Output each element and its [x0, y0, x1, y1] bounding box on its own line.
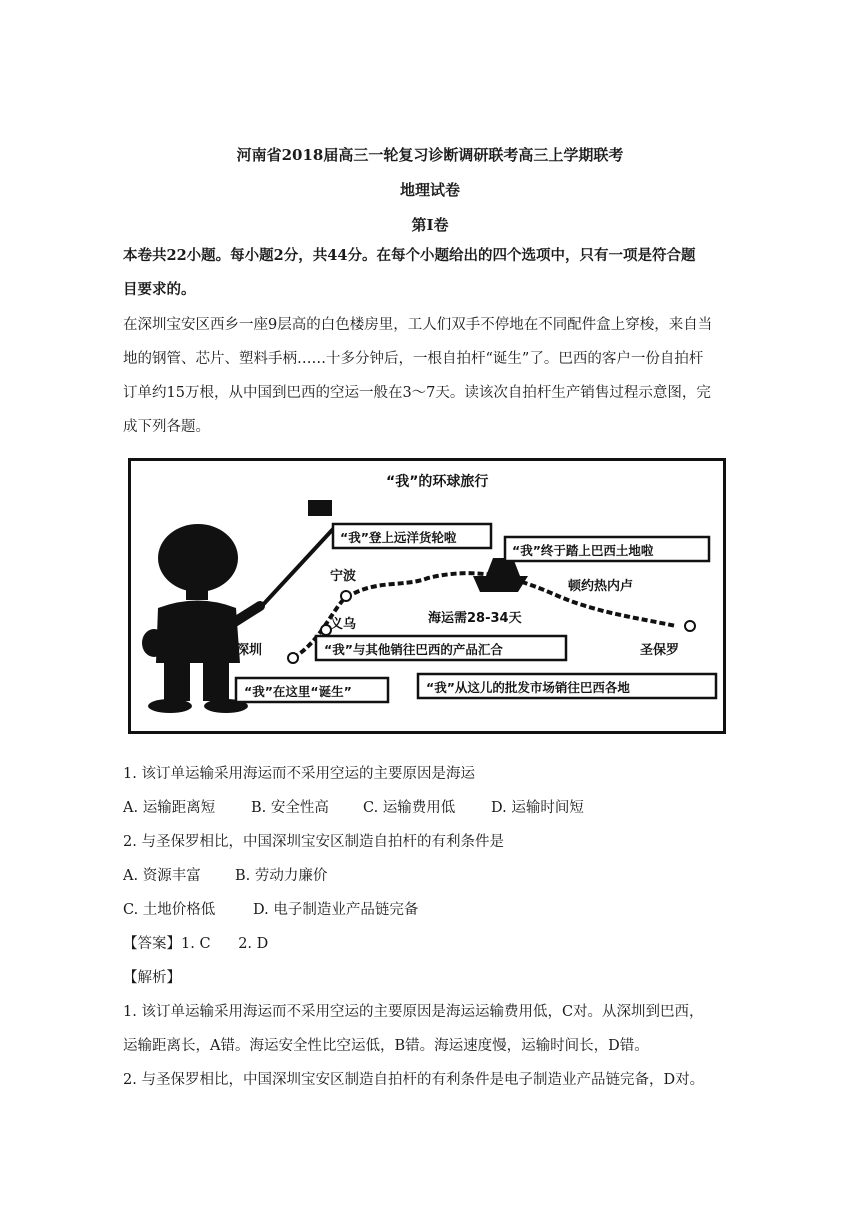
analysis-label: 【解析】: [123, 970, 181, 986]
instructions-line-2: 目要求的。: [123, 281, 196, 298]
callout-ship: “我”登上远洋货轮啦: [340, 530, 457, 545]
q2-option-c[interactable]: C. 土地价格低: [123, 902, 216, 918]
exam-title: 河南省2018届高三一轮复习诊断调研联考高三上学期联考: [236, 146, 624, 164]
answer-line: 【答案】1. C 2. D: [123, 936, 269, 952]
q2-option-d[interactable]: D. 电子制造业产品链完备: [253, 902, 419, 918]
q2-option-a[interactable]: A. 资源丰富: [123, 868, 201, 884]
analysis-line-3: 2. 与圣保罗相比，中国深圳宝安区制造自拍杆的有利条件是电子制造业产品链完备，D对。: [123, 1072, 705, 1088]
callout-born: “我”在这里“诞生”: [244, 684, 352, 699]
label-sea-time: 海运需28-34天: [428, 611, 522, 626]
callout-wholesale: “我”从这儿的批发市场销往巴西各地: [426, 680, 630, 695]
route-diagram: [128, 458, 726, 734]
exam-subject: 地理试卷: [399, 181, 460, 199]
question-2-stem: 2. 与圣保罗相比，中国深圳宝安区制造自拍杆的有利条件是: [123, 834, 504, 850]
question-1-options: [123, 798, 743, 818]
q1-option-c[interactable]: C. 运输费用低: [363, 800, 456, 816]
figure-title: “我”的环球旅行: [386, 474, 489, 490]
label-sao-paulo: 圣保罗: [640, 643, 680, 658]
callout-merge: “我”与其他销往巴西的产品汇合: [324, 642, 503, 657]
analysis-line-1: 1. 该订单运输采用海运而不采用空运的主要原因是海运运输费用低，C对。从深圳到巴西，: [123, 1004, 704, 1020]
label-yiwu: 义乌: [330, 617, 357, 632]
q1-option-b[interactable]: B. 安全性高: [251, 800, 329, 816]
question-2-options-row-2: [123, 900, 743, 920]
label-shenzhen: 深圳: [236, 643, 263, 658]
label-ningbo: 宁波: [330, 569, 357, 584]
sao-paulo-marker: [685, 621, 695, 631]
exam-volume: 第Ⅰ卷: [411, 216, 449, 234]
instructions-line-1: 本卷共22小题。每小题2分，共44分。在每个小题给出的四个选项中，只有一项是符合题: [123, 247, 696, 264]
question-2-options-row-1: [123, 866, 743, 886]
analysis-line-2: 运输距离长，A错。海运安全性比空运低，B错。海运速度慢，运输时间长，D错。: [123, 1038, 649, 1054]
q1-option-d[interactable]: D. 运输时间短: [491, 800, 584, 816]
stem-line-3: 订单约15万根，从中国到巴西的空运一般在3～7天。读该次自拍杆生产销售过程示意图，完: [123, 385, 711, 401]
q1-option-a[interactable]: A. 运输距离短: [123, 800, 216, 816]
question-1-stem: 1. 该订单运输采用海运而不采用空运的主要原因是海运: [123, 766, 475, 782]
stem-line-1: 在深圳宝安区西乡一座9层高的白色楼房里，工人们双手不停地在不同配件盒上穿梭，来自当: [123, 317, 713, 333]
shenzhen-marker: [288, 653, 298, 663]
stem-line-2: 地的钢管、芯片、塑料手柄……十多分钟后，一根自拍杆“诞生”了。巴西的客户一份自拍杆: [123, 351, 704, 367]
stem-line-4: 成下列各题。: [123, 419, 210, 435]
label-santos: 顿约热内卢: [568, 579, 634, 594]
callout-arrive: “我”终于踏上巴西土地啦: [512, 543, 654, 558]
ningbo-marker: [341, 591, 351, 601]
q2-option-b[interactable]: B. 劳动力廉价: [235, 868, 328, 884]
